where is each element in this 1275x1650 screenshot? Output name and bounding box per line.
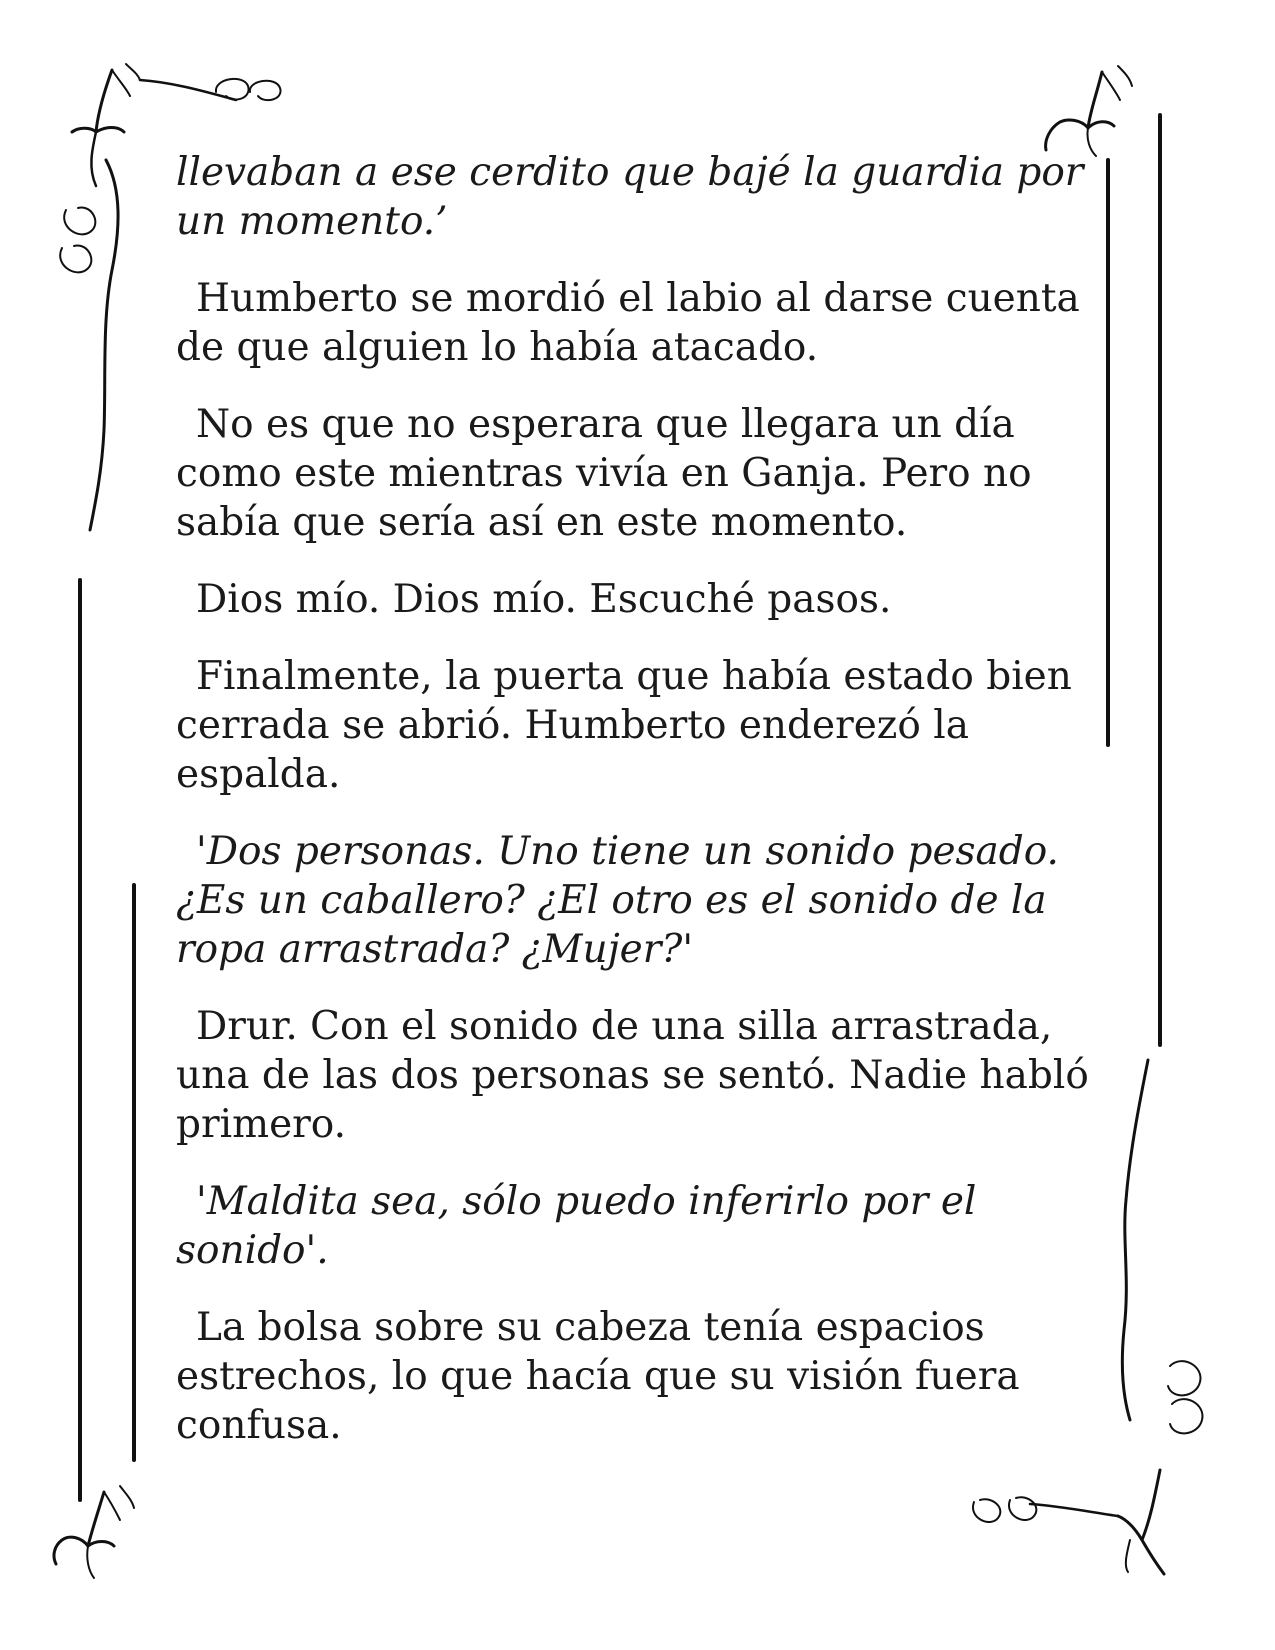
paragraph: 'Maldita sea, sólo puedo inferirlo por el sonido'. (176, 1179, 977, 1273)
paragraph: llevaban a ese cerdito que bajé la guardia por un momento.’ (176, 150, 1084, 244)
chapter-text (176, 148, 1106, 1478)
paragraph: La bolsa sobre su cabeza tenía espacios estrechos, lo que hacía que su visión fuera confusa. (176, 1305, 1020, 1448)
paragraph: Humberto se mordió el labio al darse cuenta de que alguien lo había atacado. (176, 276, 1080, 370)
paragraph: Finalmente, la puerta que había estado bien cerrada se abrió. Humberto enderezó la espalda. (176, 654, 1072, 797)
paragraph: No es que no esperara que llegara un día como este mientras vivía en Ganja. Pero no sabía que sería así en este momento. (176, 402, 1032, 545)
flourish-bottom-left-icon (54, 1486, 134, 1578)
paragraph: Drur. Con el sonido de una silla arrastrada, una de las dos personas se sentó. Nadie habló primero. (176, 1004, 1089, 1147)
paragraph: 'Dos personas. Uno tiene un sonido pesado. ¿Es un caballero? ¿El otro es el sonido de la ropa arrastrada? ¿Mujer?' (176, 829, 1059, 972)
paragraph: Dios mío. Dios mío. Escuché pasos. (196, 577, 892, 622)
flourish-top-right-icon (1046, 66, 1132, 156)
